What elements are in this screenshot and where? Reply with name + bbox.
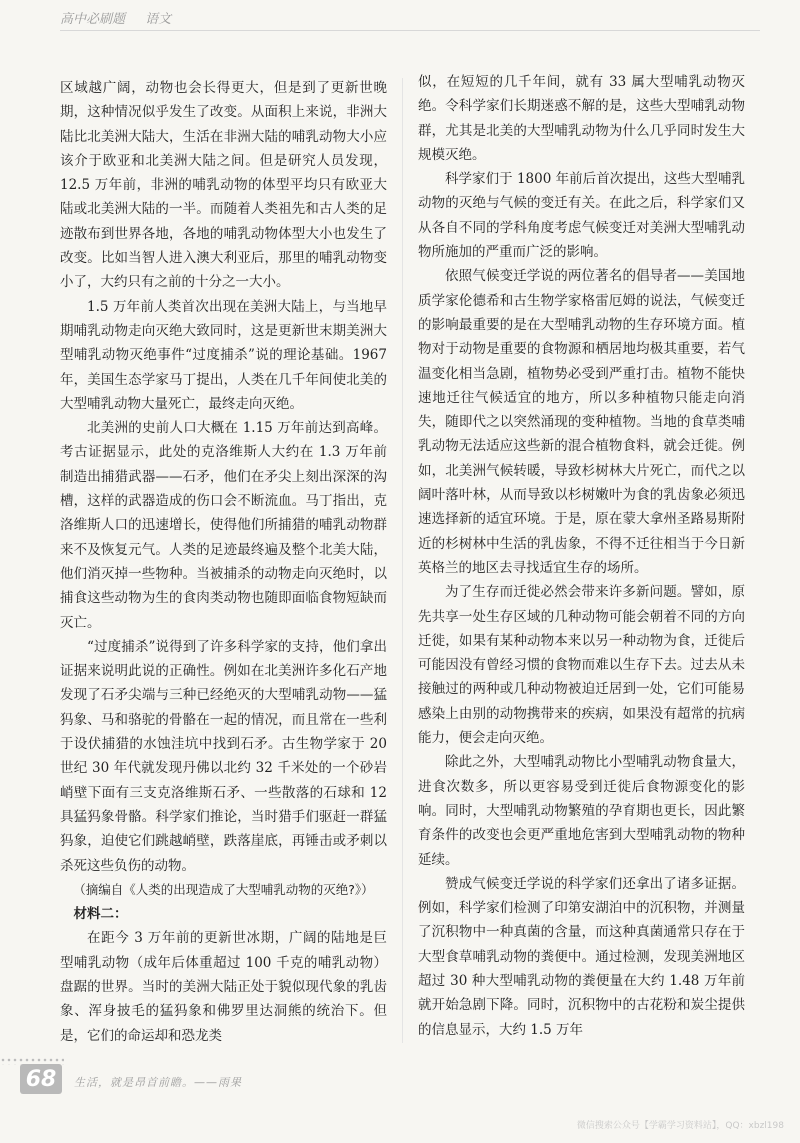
paragraph: 北美洲的史前人口大概在 1.15 万年前达到高峰。考古证据显示，此处的克洛维斯人大约在 1.3 万年前制造出捕猎武器——石矛，他们在矛尖上刻出深深的沟槽，这样的武器造成的伤口会不断流血。马丁指出，克洛维斯人口的迅速增长，使得他们所捕猎的哺乳动物群来不及恢复元气。人类的足迹最终遍及整个北美大陆，他们消灭掉一些物种。当被捕杀的动物走向灭绝时，以捕食这些动物为生的食肉类动物也随即面临食物短缺而灭亡。	[60, 420, 387, 631]
subject-label: 语文	[145, 12, 172, 27]
paragraph: 依照气候变迁学说的两位著名的倡导者——美国地质学家伦德希和古生物学家格雷厄姆的说法，气候变迁的影响最重要的是在大型哺乳动物的生存环境方面。植物对于动物是重要的食物源和栖居地均极其重要，若气温变化相当急剧，植物势必受到严重打击。植物不能快速地迁往气候适宜的地方，所以多种植物只能走向消失，随即代之以突然涌现的变种植物。当地的食草类哺乳动物无法适应这些新的混合植物食料，就会迁徙。例如，北美洲气候转暖，导致杉树林大片死亡，而代之以阔叶落叶林，从而导致以杉树嫩叶为食的乳齿象必须迅速选择新的适宜环境。于是，原在蒙大拿州圣路易斯附近的杉树林中生活的乳齿象，不得不迁往相当于今日新英格兰的地区去寻找适宜生存的场所。	[418, 268, 745, 576]
paragraph: 1.5 万年前人类首次出现在美洲大陆上，与当地早期哺乳动物走向灭绝大致同时，这是更新世末期美洲大型哺乳动物灭绝事件“过度捕杀”说的理论基础。1967 年，美国生态学家马丁提出，人类在几千年间使北美的大型哺乳动物大量死亡，最终走向灭绝。	[60, 298, 387, 412]
paragraph: “过度捕杀”说得到了许多科学家的支持，他们拿出证据来说明此说的正确性。例如在北美洲许多化石产地发现了石矛尖端与三种已经绝灭的大型哺乳动物——猛犸象、马和骆驼的骨骼在一起的情况，而且常在一些利于设伏捕猎的水蚀洼坑中找到石矛。古生物学家于 20 世纪 30 年代就发现丹佛以北约 32 千米处的一个砂岩峭壁下面有三支克洛维斯石矛、一些散落的石球和 12 具猛犸象骨骼。科学家们推论，当时猎手们驱赶一群猛犸象，迫使它们跳越峭壁，跌落崖底，再锤击或矛刺以杀死这些负伤的动物。	[60, 638, 387, 874]
page-header	[60, 8, 760, 31]
paragraph: 除此之外，大型哺乳动物比小型哺乳动物食量大，进食次数多，所以更容易受到迁徙后食物源变化的影响。同时，大型哺乳动物繁殖的孕育期也更长，因此繁育条件的改变也会更严重地危害到大型哺乳动物的物种延续。	[418, 754, 745, 868]
section-heading: 材料二：	[73, 906, 128, 923]
paragraph: 在距今 3 万年前的更新世冰期，广阔的陆地是巨型哺乳动物（成年后体重超过 100 千克的哺乳动物）盘踞的世界。当时的美洲大陆正处于貌似现代象的乳齿象、浑身披毛的猛犸象和佛罗里达洞熊的统治下。但是，它们的命运却和恐龙类	[60, 930, 387, 1044]
paragraph: 科学家们于 1800 年前后首次提出，这些大型哺乳动物的灭绝与气候的变迁有关。在此之后，科学家们又从各自不同的学科角度考虑气候变迁对美洲大型哺乳动物所施加的严重而广泛的影响。	[418, 171, 745, 261]
source-citation: （摘编自《人类的出现造成了大型哺乳动物的灭绝?》）	[73, 881, 374, 897]
left-column	[60, 76, 387, 1044]
paragraph: 区域越广阔，动物也会长得更大，但是到了更新世晚期，这种情况似乎发生了改变。从面积上来说，非洲大陆比北美洲大陆大，生活在非洲大陆的哺乳动物大小应该介于欧亚和北美洲大陆之间。但是研究人员发现，12.5 万年前，非洲的哺乳动物的体型平均只有欧亚大陆或北美洲大陆的一半。而随着人类祖先和古人类的足迹散布到世界各地，各地的哺乳动物体型大小也发生了改变。比如当智人进入澳大利亚后，那里的哺乳动物变小了，大约只有之前的十分之一大小。	[60, 80, 387, 291]
paragraph: 为了生存而迁徙必然会带来许多新问题。譬如，原先共享一处生存区域的几种动物可能会朝着不同的方向迁徙，如果有某种动物本来以另一种动物为食，迁徙后可能因没有曾经习惯的食物而难以生存下去。过去从未接触过的两种或几种动物被迫迁居到一处，它们可能易感染上由别的动物携带来的疾病，如果没有超常的抗病能力，便会走向灭绝。	[418, 584, 745, 747]
column-divider	[402, 78, 403, 1043]
paragraph: 赞成气候变迁学说的科学家们还拿出了诸多证据。例如，科学家们检测了印第安湖泊中的沉积物，并测量了沉积物中一种真菌的含量，而这种真菌通常只存在于大型食草哺乳动物的粪便中。通过检测，发现美洲地区超过 30 种大型哺乳动物的粪便量在大约 1.48 万年前就开始急剧下降。同时，沉积物中的古花粉和炭尘提供的信息显示，大约 1.5 万年	[418, 875, 745, 1038]
right-column	[418, 70, 745, 1048]
page-number: 68	[20, 1064, 62, 1094]
book-title: 高中必刷题	[60, 12, 126, 27]
paragraph: 似，在短短的几千年间，就有 33 属大型哺乳动物灭绝。令科学家们长期迷惑不解的是，这些大型哺乳动物群，尤其是北美的大型哺乳动物为什么几乎同时发生大规模灭绝。	[418, 74, 745, 163]
footer-quote: 生活，就是昂首前瞻。——雨果	[74, 1076, 242, 1089]
watermark-text: 微信搜索公众号【学霸学习资料站】，QQ：xbzl198	[576, 1121, 784, 1131]
